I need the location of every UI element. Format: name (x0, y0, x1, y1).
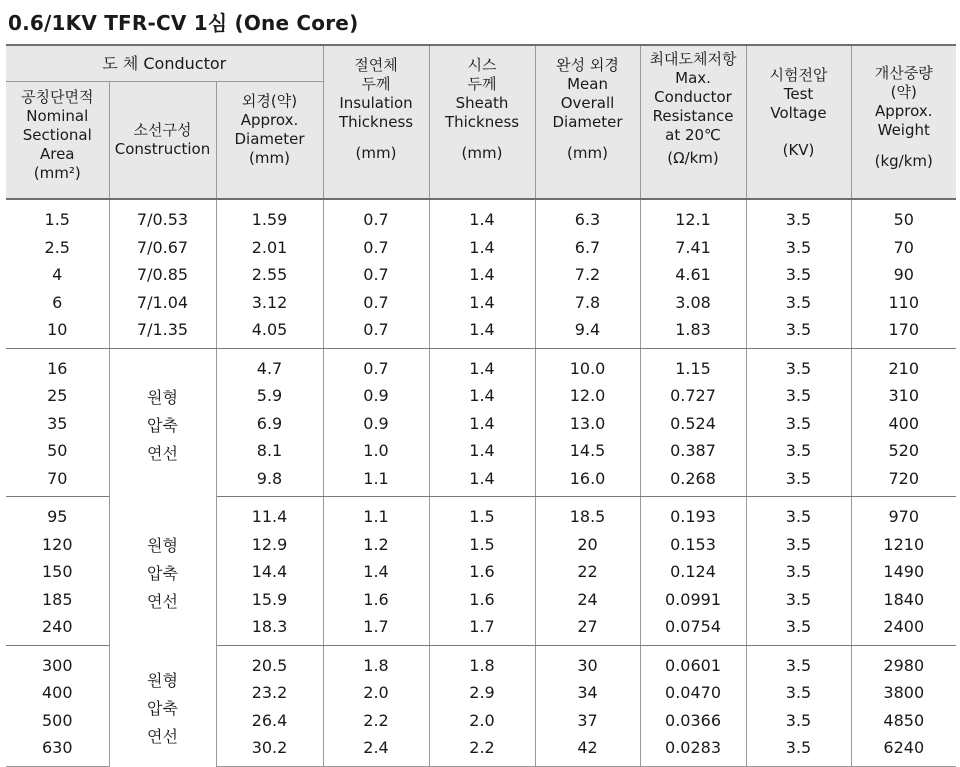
header-ko: 완성 외경 (556, 56, 619, 74)
header-unit: (KV) (782, 141, 815, 159)
table-cell: 30.2 (216, 734, 323, 766)
table-cell: 4.7 (216, 348, 323, 382)
construction-label: 압축 (147, 698, 178, 718)
table-cell: 720 (851, 465, 956, 497)
header-test-voltage (746, 45, 851, 199)
table-cell: 14.5 (535, 437, 640, 465)
header-unit: (kg/km) (874, 152, 933, 170)
table-cell: 2.5 (6, 234, 109, 262)
table-cell: 26.4 (216, 707, 323, 735)
header-ko: 공칭단면적 (21, 88, 94, 106)
spec-table (6, 44, 956, 767)
table-cell: 3.5 (746, 316, 851, 348)
header-en: Thickness (444, 113, 520, 131)
table-row (6, 234, 956, 262)
table-cell: 1.4 (429, 261, 535, 289)
header-unit: (Ω/km) (667, 149, 719, 167)
header-en: Sheath (455, 94, 509, 112)
table-cell: 1.8 (323, 645, 429, 679)
header-en: at 20℃ (665, 126, 721, 144)
table-cell: 3.5 (746, 234, 851, 262)
table-cell: 95 (6, 497, 109, 531)
header-en: Approx. (240, 111, 299, 129)
header-en: Conductor (654, 88, 732, 106)
table-cell: 8.1 (216, 437, 323, 465)
header-unit: (mm) (249, 149, 290, 167)
header-unit: (mm²) (33, 164, 81, 182)
construction-label: 연선 (147, 443, 178, 463)
table-cell: 1.2 (323, 531, 429, 559)
construction-label: 연선 (147, 726, 178, 746)
construction-merged-cell (109, 348, 216, 497)
construction-merged-cell (109, 645, 216, 766)
table-cell: 11.4 (216, 497, 323, 531)
table-cell: 7.2 (535, 261, 640, 289)
table-cell: 1210 (851, 531, 956, 559)
table-cell: 1.8 (429, 645, 535, 679)
table-cell: 4 (6, 261, 109, 289)
header-en: Weight (877, 121, 930, 139)
table-cell: 0.387 (640, 437, 746, 465)
table-cell: 300 (6, 645, 109, 679)
table-cell: 6.3 (535, 199, 640, 234)
table-cell: 27 (535, 613, 640, 645)
table-row (6, 261, 956, 289)
table-cell: 4850 (851, 707, 956, 735)
table-cell: 7.8 (535, 289, 640, 317)
table-cell: 1.4 (429, 437, 535, 465)
construction-label: 원형 (147, 535, 178, 555)
table-cell: 1490 (851, 558, 956, 586)
table-cell: 3.5 (746, 437, 851, 465)
table-cell: 1.83 (640, 316, 746, 348)
header-en: Mean (567, 75, 608, 93)
table-cell: 3.5 (746, 707, 851, 735)
table-cell: 310 (851, 382, 956, 410)
header-ko: 외경(약) (241, 92, 298, 110)
table-cell: 3.5 (746, 497, 851, 531)
table-cell: 50 (6, 437, 109, 465)
table-cell: 1.4 (429, 348, 535, 382)
table-cell: 18.5 (535, 497, 640, 531)
table-cell: 9.4 (535, 316, 640, 348)
table-cell: 0.0754 (640, 613, 746, 645)
table-cell: 42 (535, 734, 640, 766)
table-cell: 2.01 (216, 234, 323, 262)
table-cell: 22 (535, 558, 640, 586)
table-cell: 1.15 (640, 348, 746, 382)
table-row (6, 316, 956, 348)
table-cell: 23.2 (216, 679, 323, 707)
table-cell: 70 (6, 465, 109, 497)
table-cell: 630 (6, 734, 109, 766)
table-cell: 24 (535, 586, 640, 614)
table-cell: 20 (535, 531, 640, 559)
table-cell: 30 (535, 645, 640, 679)
table-header (6, 45, 956, 199)
table-cell: 1.5 (6, 199, 109, 234)
table-cell: 16.0 (535, 465, 640, 497)
table-row (6, 289, 956, 317)
header-overall-diameter (535, 45, 640, 199)
table-cell: 1.4 (429, 199, 535, 234)
table-cell: 240 (6, 613, 109, 645)
table-cell: 0.0283 (640, 734, 746, 766)
header-ko: 개산중량 (874, 64, 933, 82)
table-row (6, 645, 956, 679)
table-row (6, 497, 956, 531)
table-cell: 3.12 (216, 289, 323, 317)
table-row (6, 199, 956, 234)
table-cell: 35 (6, 410, 109, 438)
table-cell: 1.6 (429, 586, 535, 614)
header-en: Sectional (22, 126, 92, 144)
table-cell: 1.6 (429, 558, 535, 586)
table-cell: 37 (535, 707, 640, 735)
table-cell: 1.0 (323, 437, 429, 465)
header-en: Voltage (770, 104, 827, 122)
table-cell: 400 (851, 410, 956, 438)
table-cell: 210 (851, 348, 956, 382)
table-cell: 3.5 (746, 558, 851, 586)
table-cell: 2400 (851, 613, 956, 645)
header-ko2: 두께 (467, 75, 497, 93)
table-cell: 1.59 (216, 199, 323, 234)
header-en: Construction (114, 140, 211, 158)
table-cell: 120 (6, 531, 109, 559)
construction-label: 압축 (147, 563, 178, 583)
table-cell: 3800 (851, 679, 956, 707)
header-ko: 소선구성 (133, 121, 192, 139)
header-unit: (mm) (567, 144, 608, 162)
table-cell: 1.4 (429, 382, 535, 410)
header-approx-diameter (216, 82, 323, 200)
table-cell: 970 (851, 497, 956, 531)
table-cell: 0.0601 (640, 645, 746, 679)
table-cell: 1.5 (429, 531, 535, 559)
header-en: Thickness (338, 113, 414, 131)
table-cell: 0.268 (640, 465, 746, 497)
table-cell: 4.05 (216, 316, 323, 348)
table-cell: 2.2 (323, 707, 429, 735)
table-cell: 1.1 (323, 497, 429, 531)
table-cell: 185 (6, 586, 109, 614)
table-cell: 1.4 (429, 316, 535, 348)
table-cell: 110 (851, 289, 956, 317)
table-cell: 16 (6, 348, 109, 382)
table-cell: 10.0 (535, 348, 640, 382)
table-cell: 7/0.53 (109, 199, 216, 234)
table-cell: 3.5 (746, 410, 851, 438)
table-cell: 1.4 (429, 410, 535, 438)
table-cell: 6240 (851, 734, 956, 766)
table-cell: 6.7 (535, 234, 640, 262)
header-ko2: 두께 (361, 75, 391, 93)
table-cell: 7/0.85 (109, 261, 216, 289)
table-cell: 400 (6, 679, 109, 707)
table-cell: 150 (6, 558, 109, 586)
table-cell: 0.9 (323, 382, 429, 410)
table-cell: 0.7 (323, 289, 429, 317)
table-cell: 3.5 (746, 613, 851, 645)
table-cell: 34 (535, 679, 640, 707)
table-cell: 15.9 (216, 586, 323, 614)
construction-label: 원형 (147, 387, 178, 407)
table-cell: 5.9 (216, 382, 323, 410)
table-cell: 2.55 (216, 261, 323, 289)
table-cell: 1.4 (429, 289, 535, 317)
table-cell: 18.3 (216, 613, 323, 645)
table-cell: 170 (851, 316, 956, 348)
table-cell: 1.1 (323, 465, 429, 497)
header-unit: (mm) (355, 144, 397, 162)
table-cell: 10 (6, 316, 109, 348)
table-cell: 3.5 (746, 734, 851, 766)
header-en: Overall (560, 94, 615, 112)
table-cell: 6 (6, 289, 109, 317)
header-sheath (429, 45, 535, 199)
table-cell: 1.7 (323, 613, 429, 645)
construction-label: 원형 (147, 670, 178, 690)
header-ko: 절연체 (354, 56, 398, 74)
table-cell: 20.5 (216, 645, 323, 679)
construction-label: 압축 (147, 415, 178, 435)
table-cell: 50 (851, 199, 956, 234)
table-cell: 3.5 (746, 348, 851, 382)
table-cell: 0.524 (640, 410, 746, 438)
table-cell: 3.5 (746, 645, 851, 679)
construction-merged-cell (109, 497, 216, 646)
table-cell: 1.5 (429, 497, 535, 531)
table-cell: 7/1.35 (109, 316, 216, 348)
table-cell: 2980 (851, 645, 956, 679)
table-cell: 7/1.04 (109, 289, 216, 317)
table-cell: 9.8 (216, 465, 323, 497)
table-cell: 13.0 (535, 410, 640, 438)
table-cell: 1.4 (323, 558, 429, 586)
header-construction (109, 82, 216, 200)
table-cell: 70 (851, 234, 956, 262)
table-body (6, 199, 956, 766)
table-cell: 7/0.67 (109, 234, 216, 262)
table-cell: 3.5 (746, 531, 851, 559)
header-ko2: (약) (890, 83, 917, 101)
table-cell: 3.5 (746, 261, 851, 289)
table-cell: 0.7 (323, 234, 429, 262)
table-cell: 0.7 (323, 199, 429, 234)
table-row (6, 348, 956, 382)
table-cell: 0.0366 (640, 707, 746, 735)
header-ko: 시험전압 (769, 66, 828, 84)
header-unit: (mm) (461, 144, 503, 162)
table-cell: 3.5 (746, 465, 851, 497)
header-en: Area (39, 145, 75, 163)
header-nominal-area (6, 82, 109, 200)
table-cell: 0.0991 (640, 586, 746, 614)
table-cell: 2.0 (323, 679, 429, 707)
header-ko: 시스 (467, 56, 497, 74)
table-cell: 1.6 (323, 586, 429, 614)
header-en: Diameter (234, 130, 305, 148)
table-cell: 7.41 (640, 234, 746, 262)
table-cell: 0.9 (323, 410, 429, 438)
table-cell: 3.5 (746, 199, 851, 234)
table-cell: 2.0 (429, 707, 535, 735)
page-title: 0.6/1KV TFR-CV 1심 (One Core) (8, 11, 359, 35)
table-cell: 0.7 (323, 316, 429, 348)
table-cell: 0.153 (640, 531, 746, 559)
header-en: Insulation (339, 94, 413, 112)
table-cell: 4.61 (640, 261, 746, 289)
table-cell: 2.9 (429, 679, 535, 707)
table-cell: 520 (851, 437, 956, 465)
table-cell: 6.9 (216, 410, 323, 438)
table-cell: 0.727 (640, 382, 746, 410)
table-cell: 1.4 (429, 234, 535, 262)
table-cell: 12.9 (216, 531, 323, 559)
construction-label: 연선 (147, 591, 178, 611)
header-en: Nominal (26, 107, 89, 125)
table-cell: 1.4 (429, 465, 535, 497)
table-cell: 0.7 (323, 261, 429, 289)
table-cell: 500 (6, 707, 109, 735)
table-cell: 1840 (851, 586, 956, 614)
header-en: Test (783, 85, 814, 103)
table-cell: 3.08 (640, 289, 746, 317)
table-cell: 12.0 (535, 382, 640, 410)
table-cell: 2.2 (429, 734, 535, 766)
header-ko: 최대도체저항 (649, 50, 737, 68)
table-cell: 3.5 (746, 679, 851, 707)
table-cell: 3.5 (746, 289, 851, 317)
header-en: Max. (675, 69, 711, 87)
header-weight (851, 45, 956, 199)
header-resistance (640, 45, 746, 199)
table-cell: 0.0470 (640, 679, 746, 707)
table-cell: 90 (851, 261, 956, 289)
table-cell: 3.5 (746, 586, 851, 614)
header-en: Approx. (875, 102, 933, 120)
header-en: Resistance (652, 107, 734, 125)
table-cell: 2.4 (323, 734, 429, 766)
conductor-group-header: 도 체 Conductor (6, 45, 323, 82)
table-cell: 1.7 (429, 613, 535, 645)
table-cell: 3.5 (746, 382, 851, 410)
header-en: Diameter (552, 113, 623, 131)
table-cell: 12.1 (640, 199, 746, 234)
header-insulation (323, 45, 429, 199)
table-cell: 0.193 (640, 497, 746, 531)
table-cell: 14.4 (216, 558, 323, 586)
table-cell: 25 (6, 382, 109, 410)
table-cell: 0.124 (640, 558, 746, 586)
table-cell: 0.7 (323, 348, 429, 382)
